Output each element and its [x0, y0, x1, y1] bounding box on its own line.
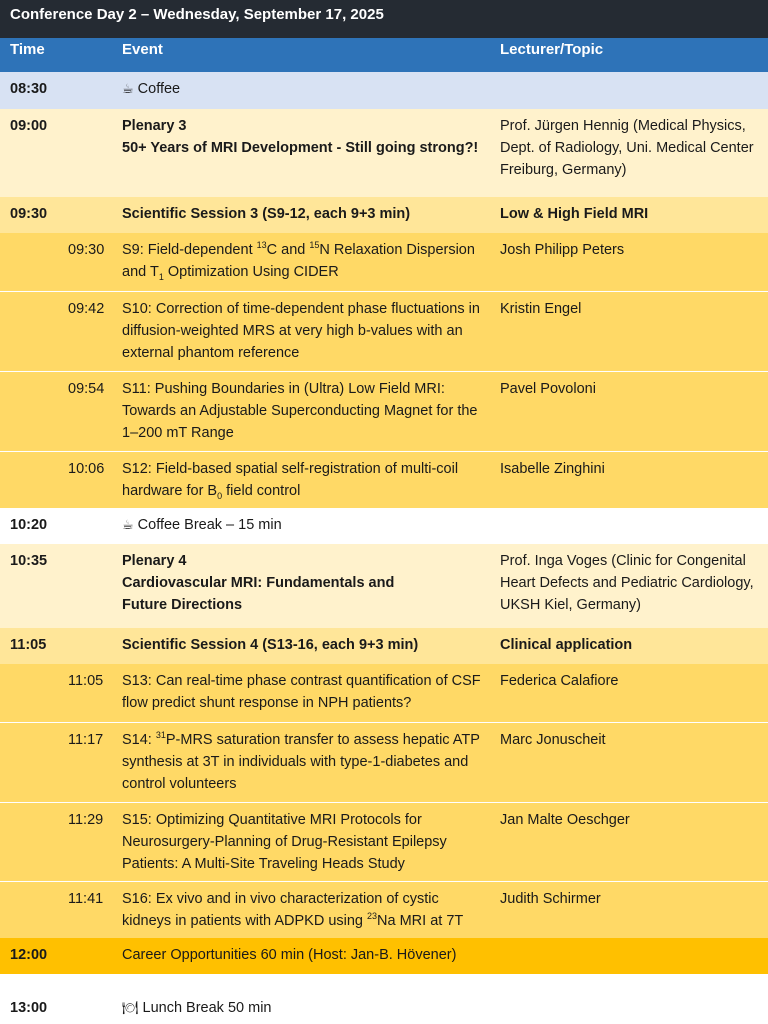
header-event: Event: [122, 41, 163, 58]
row-event: S9: Field-dependent $^{13}$C and $^{15}$N Relaxation Dispersion and $T_1$ Optimization Using CIDER: [122, 240, 475, 282]
table-row: [0, 990, 768, 1024]
table-row: [0, 664, 768, 722]
plenary-label: Plenary 3: [122, 118, 187, 134]
table-row: [0, 109, 768, 197]
row-time: 08:30: [10, 81, 48, 97]
table-header: [0, 38, 768, 72]
row-lecturer: Pavel Povoloni: [500, 381, 596, 397]
row-event: S14: $^{31}$P-MRS saturation transfer to assess hepatic ATP synthesis at 3T in individuals with type-1-diabetes and control volunteers: [122, 730, 480, 792]
row-time: 10:06: [68, 461, 105, 477]
table-row: [0, 544, 768, 628]
row-event: S10: Correction of time-dependent phase fluctuations in diffusion-weighted MRS at very high b-values with an external phantom reference: [122, 301, 480, 361]
row-event: ☕ Coffee: [122, 78, 490, 100]
table-row: [0, 233, 768, 291]
table-row: [0, 291, 768, 371]
header-time: Time: [10, 41, 45, 58]
row-event: S13: Can real-time phase contrast quantification of CSF flow predict shunt response in NPH patients?: [122, 673, 481, 711]
row-lecturer: Judith Schirmer: [500, 891, 601, 907]
row-topic: Clinical application: [500, 637, 633, 653]
row-lecturer: Marc Jonuscheit: [500, 732, 606, 748]
row-event: Scientific Session 4 (S13-16, each 9+3 min): [122, 637, 419, 653]
row-time: 09:30: [68, 242, 105, 258]
row-event: Career Opportunities 60 min (Host: Jan-B. Hövener): [122, 947, 457, 963]
table-row: [0, 802, 768, 881]
row-lecturer: Prof. Jürgen Hennig (Medical Physics, Dept. of Radiology, Uni. Medical Center Freiburg, Germany): [500, 118, 754, 178]
row-event: [122, 550, 490, 616]
row-time: 09:30: [10, 206, 48, 222]
row-event: 🍽 Lunch Break 50 min: [122, 997, 490, 1019]
table-row: [0, 628, 768, 664]
row-event: Scientific Session 3 (S9-12, each 9+3 min): [122, 206, 411, 222]
row-event: ☕ Coffee Break – 15 min: [122, 514, 490, 536]
table-row: [0, 722, 768, 802]
coffee-icon: ☕: [122, 81, 134, 96]
row-time: 11:41: [68, 891, 104, 907]
row-event: S16: Ex vivo and in vivo characterization of cystic kidneys in patients with ADPKD using $^{23}$Na MRI at 7T: [122, 891, 464, 929]
row-time: 10:20: [10, 517, 48, 533]
table-row: [0, 451, 768, 508]
row-event: S11: Pushing Boundaries in (Ultra) Low Field MRI: Towards an Adjustable Superconducting Magnet for the 1–200 mT Range: [122, 381, 478, 441]
row-event: S12: Field-based spatial self-registration of multi-coil hardware for $B_0$ field control: [122, 461, 459, 501]
row-topic: Low & High Field MRI: [500, 206, 649, 222]
row-lecturer: Isabelle Zinghini: [500, 461, 605, 477]
table-row: [0, 72, 768, 109]
header-lecturer: Lecturer/Topic: [500, 41, 604, 58]
row-lecturer: Prof. Inga Voges (Clinic for Congenital Heart Defects and Pediatric Cardiology, UKSH Kiel, Germany): [500, 553, 754, 613]
row-time: 11:05: [68, 673, 104, 689]
row-time: 09:42: [68, 301, 105, 317]
page-title: Conference Day 2 – Wednesday, September 17, 2025: [0, 0, 768, 38]
plenary-label: Plenary 4: [122, 553, 187, 569]
coffee-icon: ☕: [122, 517, 134, 532]
row-time: 11:17: [68, 732, 104, 748]
row-time: 12:00: [10, 947, 48, 963]
row-time: 11:29: [68, 812, 104, 828]
row-time: 10:35: [10, 553, 48, 569]
table-row: [0, 508, 768, 544]
table-row: [0, 371, 768, 451]
row-lecturer: Kristin Engel: [500, 301, 582, 317]
table-row: [0, 197, 768, 233]
row-lecturer: Federica Calafiore: [500, 673, 619, 689]
table-row: [0, 881, 768, 938]
row-lecturer: Josh Philipp Peters: [500, 242, 625, 258]
row-time: 13:00: [10, 1000, 48, 1016]
row-time: 11:05: [10, 637, 47, 653]
row-event: [122, 115, 490, 159]
row-time: 09:00: [10, 118, 48, 134]
row-event: S15: Optimizing Quantitative MRI Protocols for Neurosurgery-Planning of Drug-Resistant Epilepsy Patients: A Multi-Site Traveling Heads Study: [122, 812, 447, 872]
plenary-title: 50+ Years of MRI Development - Still going strong?!: [122, 140, 479, 156]
row-time: 09:54: [68, 381, 105, 397]
plenary-title: Cardiovascular MRI: Fundamentals and Future Directions: [122, 575, 395, 613]
table-row: [0, 938, 768, 974]
lunch-icon: 🍽: [122, 1000, 139, 1015]
row-lecturer: Jan Malte Oeschger: [500, 812, 630, 828]
